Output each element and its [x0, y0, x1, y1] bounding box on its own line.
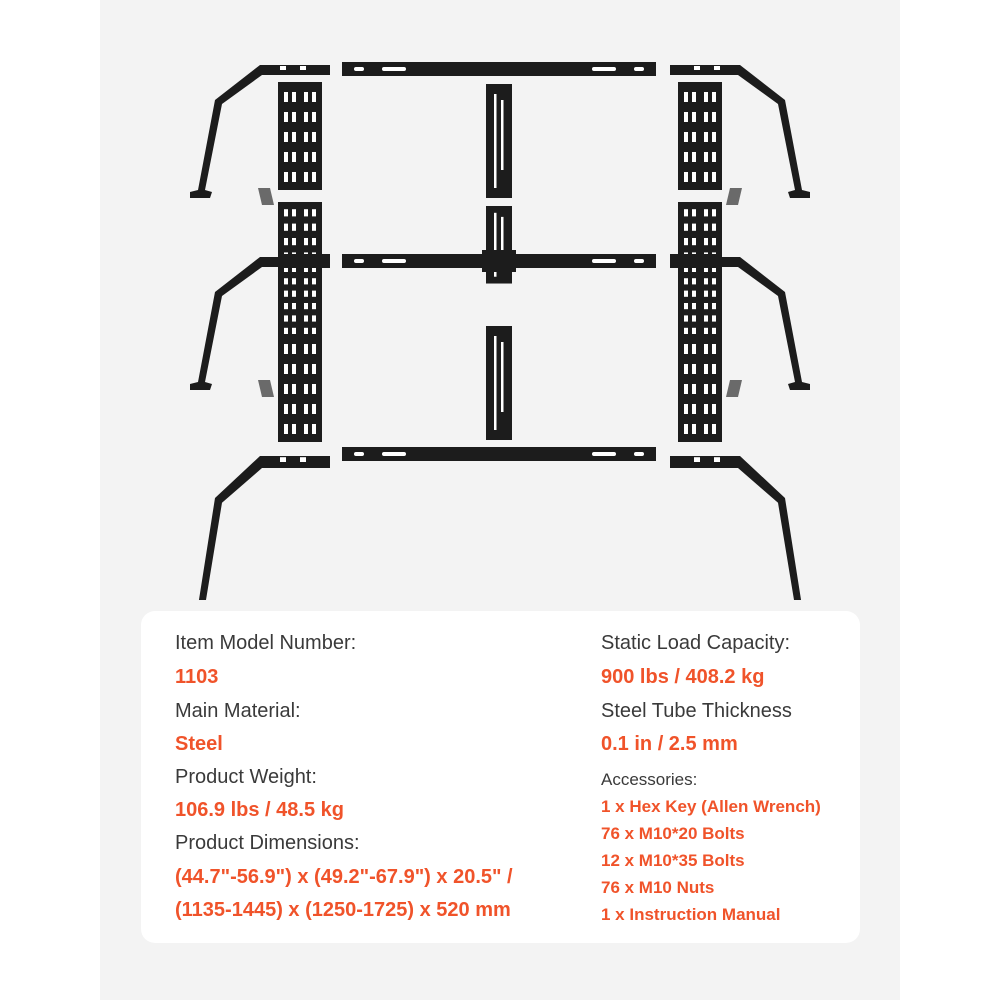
rack-bracket — [278, 254, 330, 268]
spec-label-weight: Product Weight: — [175, 766, 317, 788]
accessory-item: 1 x Instruction Manual — [601, 905, 781, 924]
rack-plate — [278, 334, 322, 442]
spec-value-load: 900 lbs / 408.2 kg — [601, 666, 765, 688]
spec-value-model: 1103 — [175, 666, 219, 688]
spec-label-dimensions: Product Dimensions: — [175, 832, 360, 854]
spec-label-material: Main Material: — [175, 700, 301, 722]
accessory-item: 12 x M10*35 Bolts — [601, 851, 745, 870]
accessory-item: 1 x Hex Key (Allen Wrench) — [601, 797, 821, 816]
rack-plate — [278, 202, 322, 280]
rack-center-joint — [482, 250, 516, 272]
spec-label-thickness: Steel Tube Thickness — [601, 700, 792, 722]
rack-plate — [678, 272, 722, 339]
rack-center-strip — [486, 84, 512, 198]
rack-center-strip — [486, 326, 512, 440]
spec-label-load: Static Load Capacity: — [601, 632, 790, 654]
rack-plate — [678, 334, 722, 442]
spec-value-dimensions-inch: (44.7"-56.9") x (49.2"-67.9") x 20.5" / — [175, 866, 513, 888]
product-image — [100, 40, 900, 600]
rack-plate — [278, 272, 322, 339]
rack-crossbar-bottom — [342, 447, 656, 461]
spec-label-accessories: Accessories: — [601, 770, 698, 789]
spec-value-weight: 106.9 lbs / 48.5 kg — [175, 799, 344, 821]
rack-plate — [678, 82, 722, 190]
accessory-item: 76 x M10 Nuts — [601, 878, 715, 897]
spec-value-thickness: 0.1 in / 2.5 mm — [601, 733, 738, 755]
rack-bracket — [670, 254, 722, 268]
rack-plate — [278, 82, 322, 190]
spec-value-dimensions-mm: (1135-1445) x (1250-1725) x 520 mm — [175, 899, 511, 921]
spec-value-material: Steel — [175, 733, 223, 755]
rack-crossbar-top — [342, 62, 656, 76]
rack-arch-right-bottom — [670, 456, 810, 600]
rack-plate — [678, 202, 722, 280]
accessory-item: 76 x M10*20 Bolts — [601, 824, 745, 843]
spec-label-model: Item Model Number: — [175, 632, 357, 654]
rack-arch-left-bottom — [190, 456, 330, 600]
spec-card — [141, 611, 860, 943]
